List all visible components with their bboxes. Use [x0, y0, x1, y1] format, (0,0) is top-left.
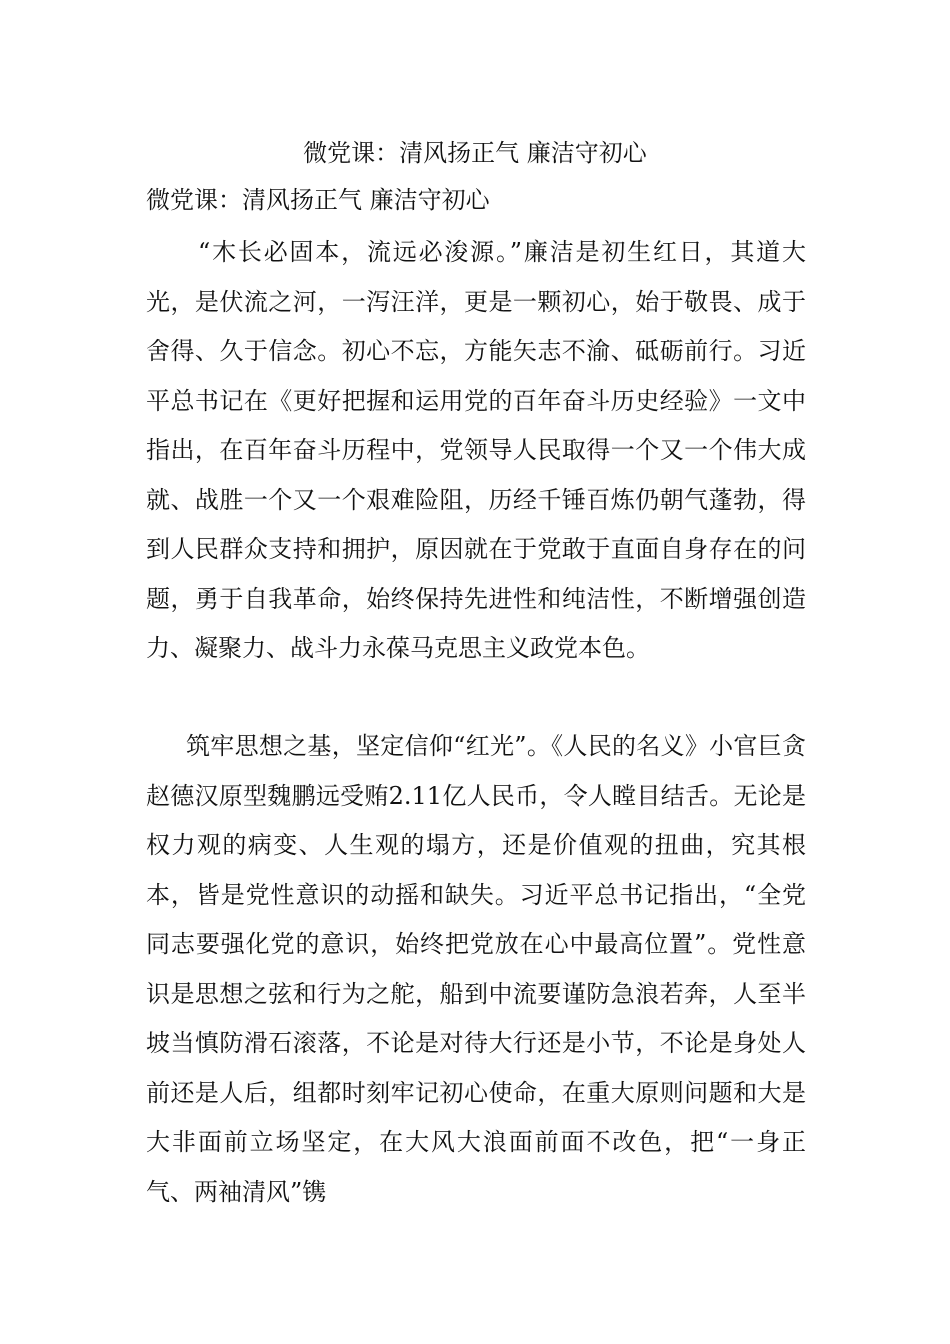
body-paragraph-2: 筑牢思想之基，坚定信仰“红光”。《人民的名义》小官巨贪赵德汉原型魏鹏远受贿2.11亿人民币，令人瞠目结舌。无论是权力观的病变、人生观的塌方，还是价值观的扭曲，究其根本，皆是党性意识的动摇和缺失。习近平总书记指出，“全党同志要强化党的意识，始终把党放在心中最高位置”。党性意识是思想之弦和行为之舵，船到中流要谨防急浪若奔，人至半坡当慎防滑石滚落，不论是对待大行还是小节，不论是身处人前还是人后，组都时刻牢记初心使命，在重大原则问题和大是大非面前立场坚定，在大风大浪面前面不改色，把“一身正气、两袖清风”镌 — [146, 732, 806, 1206]
body-paragraph-1: “木长必固本，流远必浚源。”廉洁是初生红日，其道大光，是伏流之河，一泻汪洋，更是一颗初心，始于敬畏、成于舍得、久于信念。初心不忘，方能矢志不渝、砥砺前行。习近平总书记在《更好把握和运用党的百年奋斗历史经验》一文中指出，在百年奋斗历程中，党领导人民取得一个又一个伟大成就、战胜一个又一个艰难险阻，历经千锤百炼仍朝气蓬勃，得到人民群众支持和拥护，原因就在于党敢于直面自身存在的问题，勇于自我革命，始终保持先进性和纯洁性，不断增强创造力、凝聚力、战斗力永葆马克思主义政党本色。 — [146, 238, 806, 662]
document-title: 微党课：清风扬正气 廉洁守初心 — [303, 139, 647, 167]
document-subtitle: 微党课：清风扬正气 廉洁守初心 — [146, 186, 490, 214]
